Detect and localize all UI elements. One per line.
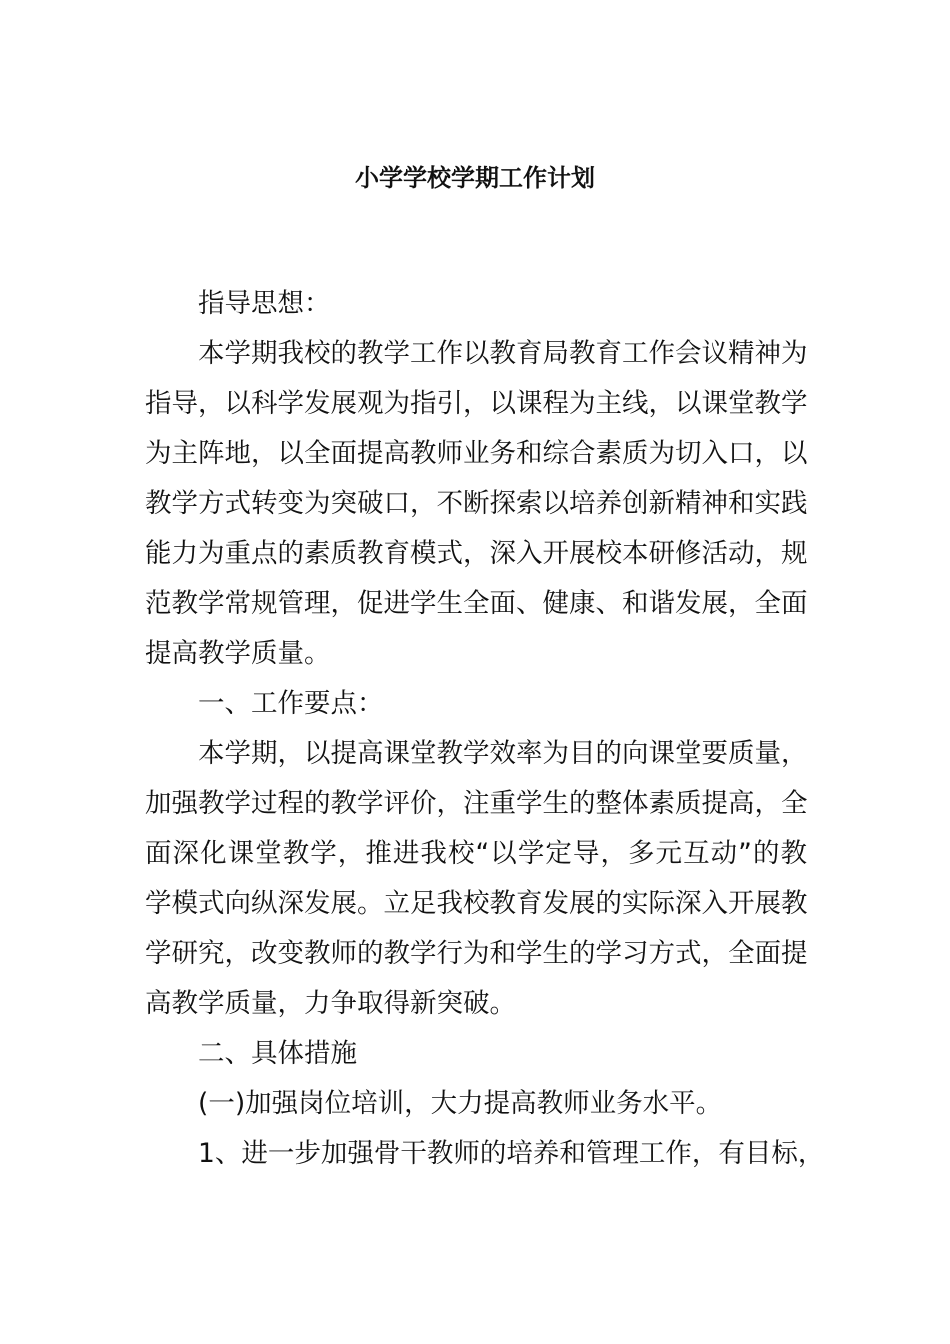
text-line: 提高教学质量。 [145,638,331,669]
document-title: 小学学校学期工作计划 [355,164,595,192]
text-line: 指导思想： [198,288,331,319]
text-line: 加强教学过程的教学评价，注重学生的整体素质提高，全 [145,788,808,819]
text-line: 本学期，以提高课堂教学效率为目的向课堂要质量， [198,738,808,769]
text-line: 1、进一步加强骨干教师的培养和管理工作，有目标， [198,1138,825,1169]
document-body [145,279,825,1179]
text-line: 二、具体措施 [198,1038,357,1069]
text-line: 学研究，改变教师的教学行为和学生的学习方式，全面提 [145,938,808,969]
text-line: (一)加强岗位培训，大力提高教师业务水平。 [198,1088,723,1119]
text-line: 面深化课堂教学，推进我校“以学定导，多元互动”的教 [145,838,807,869]
text-line: 指导，以科学发展观为指引，以课程为主线，以课堂教学 [145,388,808,419]
text-line: 范教学常规管理，促进学生全面、健康、和谐发展，全面 [145,588,808,619]
text-line: 能力为重点的素质教育模式，深入开展校本研修活动，规 [145,538,808,569]
text-line: 学模式向纵深发展。立足我校教育发展的实际深入开展教 [145,888,808,919]
text-line: 高教学质量，力争取得新突破。 [145,988,516,1019]
text-line: 本学期我校的教学工作以教育局教育工作会议精神为 [198,338,808,369]
text-line: 为主阵地，以全面提高教师业务和综合素质为切入口，以 [145,438,808,469]
text-line: 教学方式转变为突破口，不断探索以培养创新精神和实践 [145,488,808,519]
text-line: 一、工作要点： [198,688,384,719]
